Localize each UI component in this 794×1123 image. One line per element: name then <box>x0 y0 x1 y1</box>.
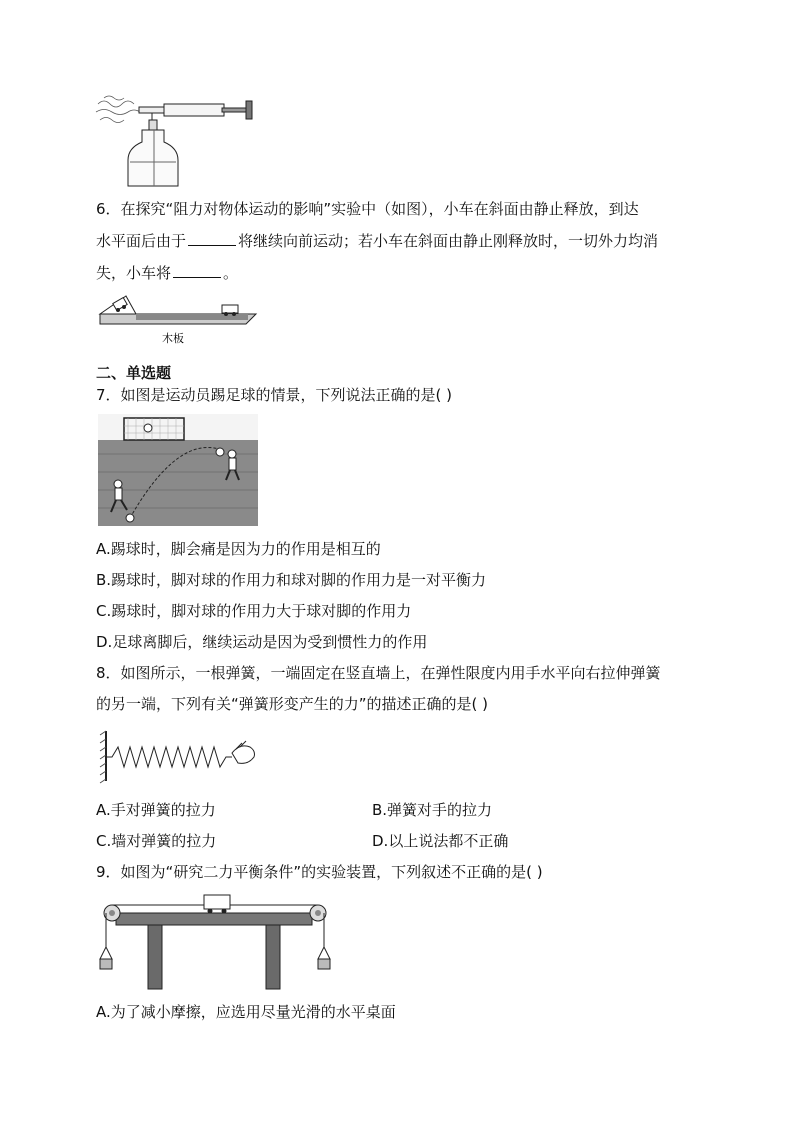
q8-option-c[interactable]: C.墙对弹簧的拉力 <box>96 832 217 850</box>
q7-option-a[interactable]: A.踢球时，脚会痛是因为力的作用是相互的 <box>96 540 381 558</box>
q8-option-a[interactable]: A.手对弹簧的拉力 <box>96 801 216 819</box>
q6-line1: 6．在探究“阻力对物体运动的影响”实验中（如图），小车在斜面由静止释放，到达 <box>96 200 639 218</box>
q8-line1: 8．如图所示，一根弹簧，一端固定在竖直墙上，在弹性限度内用手水平向右拉伸弹簧 <box>96 664 661 682</box>
q8-line2: 的另一端，下列有关“弹簧形变产生的力”的描述正确的是( ) <box>96 695 489 713</box>
q8-option-d[interactable]: D.以上说法都不正确 <box>372 832 509 850</box>
q7-option-b[interactable]: B.踢球时，脚对球的作用力和球对脚的作用力是一对平衡力 <box>96 571 487 589</box>
spring-figure <box>98 727 258 785</box>
q7-option-c[interactable]: C.踢球时，脚对球的作用力大于球对脚的作用力 <box>96 602 412 620</box>
q6-answer-blank-1[interactable] <box>188 231 236 246</box>
balance-table-figure <box>98 893 338 993</box>
sprayer-figure <box>94 92 264 192</box>
q6-answer-blank-2[interactable] <box>173 263 221 278</box>
q6-line3 <box>96 263 238 283</box>
q6-line2 <box>96 231 658 251</box>
q7-stem: 7．如图是运动员踢足球的情景，下列说法正确的是( ) <box>96 386 453 404</box>
q6-line3-part-a: 失，小车将 <box>96 264 172 282</box>
board-label: 木板 <box>162 332 184 345</box>
section-title-single-choice: 二、单选题 <box>96 364 172 382</box>
incline-cart-figure <box>96 292 261 348</box>
soccer-figure <box>98 414 258 526</box>
q7-option-d[interactable]: D.足球离脚后，继续运动是因为受到惯性力的作用 <box>96 633 428 651</box>
q9-option-a[interactable]: A.为了减小摩擦，应选用尽量光滑的水平桌面 <box>96 1003 396 1021</box>
q8-option-b[interactable]: B.弹簧对手的拉力 <box>372 801 493 819</box>
q6-line2-part-b: 将继续向前运动；若小车在斜面由静止刚释放时，一切外力均消 <box>238 232 659 250</box>
q6-line3-part-b: 。 <box>223 264 239 282</box>
q9-stem: 9．如图为“研究二力平衡条件”的实验装置，下列叙述不正确的是( ) <box>96 863 543 881</box>
q6-line2-part-a: 水平面后由于 <box>96 232 187 250</box>
